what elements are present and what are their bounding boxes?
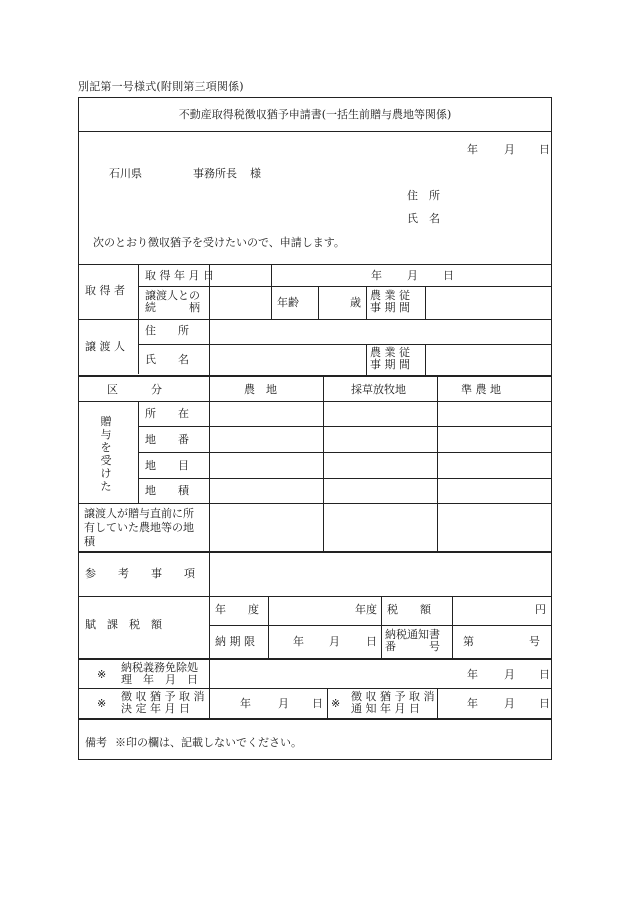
office-name: 事務所長: [193, 167, 237, 180]
cancel-mark: ※: [97, 697, 107, 710]
acquisition-date-label: 取 得 年 月 日: [145, 269, 214, 282]
section-divider: [79, 658, 551, 660]
column-quasi-farmland: 準 農 地: [461, 383, 501, 396]
date-day-label: 日: [539, 143, 550, 156]
note-label: 備考: [85, 736, 107, 749]
grid-line: [437, 688, 438, 718]
applicant-address-label: 住 所: [407, 189, 440, 202]
deadline-day-label: 日: [366, 635, 377, 648]
notice-day-label: 日: [539, 697, 550, 710]
grid-line: [209, 377, 210, 552]
grid-line: [452, 596, 453, 658]
acquirer-label: 取 得 者: [85, 284, 125, 297]
notice-month-label: 月: [504, 697, 515, 710]
reference-label: 参 考 事 項: [85, 567, 195, 580]
grid-line: [268, 596, 269, 658]
grid-line: [381, 596, 382, 658]
notice-suffix: 号: [529, 635, 540, 648]
transferor-name-label: 氏 名: [145, 353, 189, 366]
column-farmland: 農 地: [244, 383, 277, 396]
form-title: 不動産取得税徴収猶予申請書(一括生前贈与農地等関係): [178, 108, 452, 121]
prior-holding-label: 譲渡人が贈与直前に所 有していた農地等の地 積: [84, 507, 194, 548]
date-year-label: 年: [467, 143, 478, 156]
section-divider: [79, 551, 551, 553]
transferor-address-field[interactable]: [210, 320, 551, 344]
transferor-farm-period-field[interactable]: [426, 345, 551, 375]
grid-line: [79, 596, 551, 597]
reference-field[interactable]: [210, 554, 551, 595]
divider: [79, 264, 551, 265]
fiscal-year-label: 年 度: [215, 603, 259, 616]
cancel-month-label: 月: [278, 697, 289, 710]
row-location-label: 所 在: [145, 407, 189, 420]
age-label: 年齢: [277, 296, 299, 309]
grid-line: [271, 264, 272, 319]
notice-year-label: 年: [467, 697, 478, 710]
acq-day-label: 日: [443, 269, 454, 282]
relation-field[interactable]: [210, 287, 270, 319]
grid-line: [437, 377, 438, 552]
applicant-name-label: 氏 名: [407, 212, 440, 225]
transferor-address-label: 住 所: [145, 324, 189, 337]
row-area-label: 地 積: [145, 484, 189, 497]
exemption-label: 納税義務免除処 理 年 月 日: [121, 661, 198, 686]
grid-line: [79, 401, 551, 402]
cancel-notice-label: 徴 収 猶 予 取 消 通 知 年 月 日: [351, 690, 435, 715]
notice-number-label: 納税通知書 番 号: [385, 628, 440, 653]
exemption-month-label: 月: [504, 668, 515, 681]
acquirer-farm-period-label: 農 業 従 事 期 間: [370, 289, 410, 314]
deadline-year-label: 年: [293, 635, 304, 648]
category-label: 区 分: [107, 383, 162, 396]
relation-label: 譲渡人との 続 柄: [145, 289, 200, 314]
tax-amount-label: 税 額: [387, 603, 431, 616]
grid-line: [209, 596, 210, 658]
divider: [79, 131, 551, 132]
age-unit: 歳: [350, 296, 361, 309]
exemption-year-label: 年: [467, 668, 478, 681]
acq-month-label: 月: [407, 269, 418, 282]
note-text: ※印の欄は、記載しないでください。: [115, 736, 302, 749]
transferor-farm-period-label: 農 業 従 事 期 間: [370, 346, 410, 371]
tax-label: 賦 課 税 額: [85, 618, 162, 631]
grid-line: [138, 478, 551, 479]
exemption-mark: ※: [97, 668, 107, 681]
deadline-label: 納 期 限: [215, 635, 255, 648]
transferor-label: 譲 渡 人: [85, 340, 125, 353]
grid-line: [209, 660, 210, 688]
prefecture-name: 石川県: [109, 167, 142, 180]
gifted-label: 贈与を受けた: [100, 415, 112, 493]
application-statement: 次のとおり徴収猶予を受けたいので、申請します。: [93, 236, 345, 249]
grid-line: [366, 344, 367, 375]
column-pasture: 採草放牧地: [351, 383, 406, 396]
cancel-decision-label: 徴 収 猶 予 取 消 決 定 年 月 日: [121, 690, 205, 715]
cancel-day-label: 日: [312, 697, 323, 710]
fiscal-year-suffix: 年度: [355, 603, 377, 616]
section-divider: [79, 718, 551, 720]
grid-line: [79, 503, 551, 504]
acquirer-farm-period-field[interactable]: [426, 287, 551, 319]
cancel-notice-mark: ※: [331, 697, 341, 710]
grid-line: [323, 377, 324, 552]
grid-line: [138, 452, 551, 453]
row-land-category-label: 地 目: [145, 459, 189, 472]
cancel-year-label: 年: [240, 697, 251, 710]
form-reference: 別記第一号様式(附則第三項関係): [78, 80, 244, 93]
tax-amount-unit: 円: [535, 603, 546, 616]
section-divider: [79, 375, 551, 377]
deadline-month-label: 月: [329, 635, 340, 648]
exemption-day-label: 日: [539, 668, 550, 681]
grid-line: [209, 688, 210, 718]
grid-line: [366, 286, 367, 319]
grid-line: [327, 688, 328, 718]
application-form: [78, 97, 552, 760]
date-month-label: 月: [504, 143, 515, 156]
row-lot-number-label: 地 番: [145, 433, 189, 446]
acq-year-label: 年: [371, 269, 382, 282]
honorific: 様: [250, 167, 261, 180]
grid-line: [209, 625, 551, 626]
notice-prefix: 第: [463, 635, 474, 648]
grid-line: [79, 688, 551, 689]
grid-line: [138, 426, 551, 427]
